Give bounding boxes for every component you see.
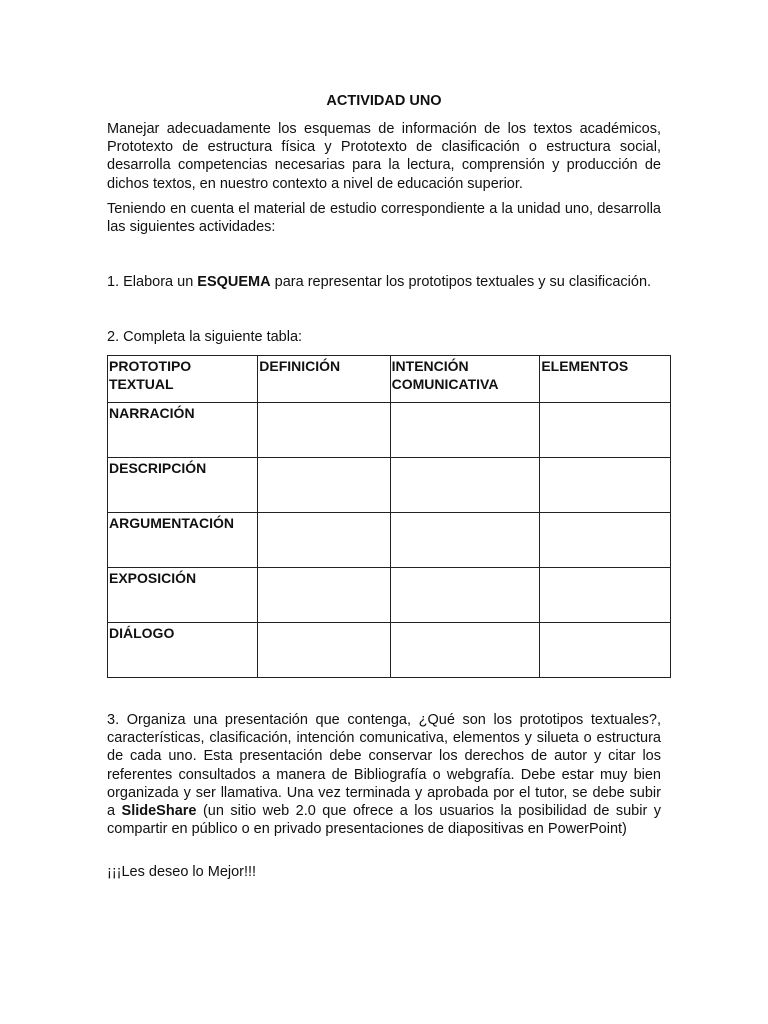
activity-3 <box>107 711 661 838</box>
empty-cell <box>540 458 671 513</box>
empty-cell <box>540 623 671 678</box>
table-header-cell: ELEMENTOS <box>540 356 671 403</box>
activity-1-text-after: para representar los prototipos textuales y su clasificación. <box>270 274 652 290</box>
empty-cell <box>390 458 540 513</box>
table-header-cell: INTENCIÓN COMUNICATIVA <box>390 356 540 403</box>
activity-2: 2. Completa la siguiente tabla: <box>107 329 303 345</box>
row-label-cell: DESCRIPCIÓN <box>108 458 258 513</box>
empty-cell <box>258 403 390 458</box>
empty-cell <box>258 458 390 513</box>
empty-cell <box>540 568 671 623</box>
table-row <box>108 623 671 678</box>
row-label-cell: ARGUMENTACIÓN <box>108 513 258 568</box>
table-row <box>108 513 671 568</box>
prototypes-table <box>107 355 671 678</box>
row-label-cell: NARRACIÓN <box>108 403 258 458</box>
table-row <box>108 568 671 623</box>
table-row <box>108 458 671 513</box>
empty-cell <box>540 403 671 458</box>
empty-cell <box>390 403 540 458</box>
empty-cell <box>258 513 390 568</box>
row-label-cell: EXPOSICIÓN <box>108 568 258 623</box>
instruction-paragraph: Teniendo en cuenta el material de estudio correspondiente a la unidad uno, desarrolla las siguientes actividades: <box>107 201 661 236</box>
empty-cell <box>258 568 390 623</box>
empty-cell <box>390 568 540 623</box>
empty-cell <box>258 623 390 678</box>
table-header-cell: PROTOTIPO TEXTUAL <box>108 356 258 403</box>
empty-cell <box>390 513 540 568</box>
activity-3-keyword: SlideShare <box>121 803 197 820</box>
empty-cell <box>390 623 540 678</box>
activity-1-keyword: ESQUEMA <box>197 274 271 290</box>
table-row <box>108 403 671 458</box>
activity-1-text-before: 1. Elabora un <box>107 274 198 290</box>
activity-3-text-before: 3. Organiza una presentación que contenga, ¿Qué son los prototipos textuales?, características, clasificación, intención comunicativa, elementos y silueta o estructura de cada uno. Esta presentación debe conservar los derechos de autor y citar los referentes consultados a manera de Bibliografía o webgrafía. Debe estar muy bien organizada y ser llamativa. Una vez terminada y aprobada por el tutor, se debe subir a <box>107 712 661 820</box>
activity-3-text-after: (un sitio web 2.0 que ofrece a los usuarios la posibilidad de subir y compartir en público o en privado presentaciones de diapositivas en PowerPoint) <box>107 803 661 838</box>
table-header-row <box>108 356 671 403</box>
activity-1 <box>107 273 661 291</box>
table-header-cell: DEFINICIÓN <box>258 356 390 403</box>
closing-line: ¡¡¡Les deseo lo Mejor!!! <box>107 864 257 880</box>
intro-paragraph: Manejar adecuadamente los esquemas de información de los textos académicos, Prototexto de estructura física y Prototexto de clasificación o estructura social, desarrolla competencias necesarias para la lectura, comprensión y producción de dichos textos, en nuestro contexto a nivel de educación superior. <box>107 121 661 192</box>
empty-cell <box>540 513 671 568</box>
row-label-cell: DIÁLOGO <box>108 623 258 678</box>
page-title: ACTIVIDAD UNO <box>326 93 442 109</box>
